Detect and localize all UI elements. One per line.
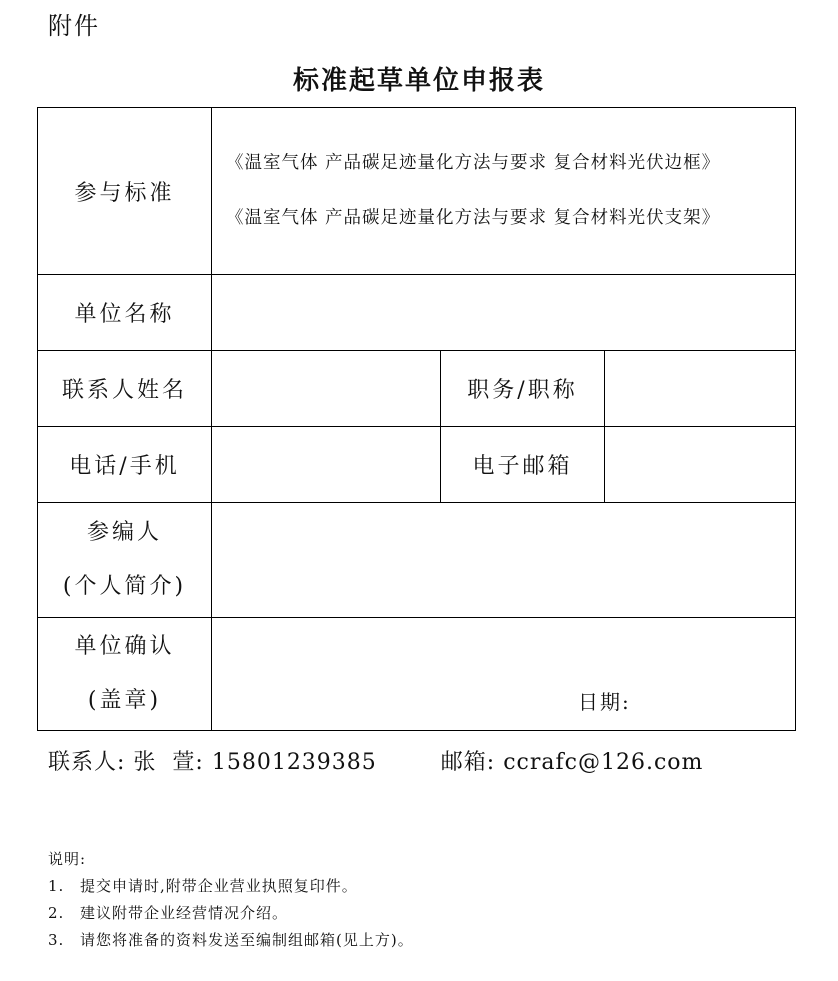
phone-field[interactable] [212,427,441,503]
editor-label-line1: 参编人 [86,520,162,545]
confirm-label-line1: 单位确认 [74,634,175,659]
note-number: 1. [48,877,65,895]
note-text: 建议附带企业经营情况介绍。 [80,904,289,922]
standard-item: 《温室气体 产品碳足迹量化方法与要求 复合材料光伏边框》 [226,153,721,173]
position-field[interactable] [605,351,796,427]
contact-email[interactable]: ccrafc@126.com [503,750,704,775]
note-number: 2. [48,904,65,922]
contact-info [48,745,703,776]
contact-name-label: 联系人姓名 [38,351,212,427]
unit-name-field[interactable] [212,275,796,351]
note-text: 请您将准备的资料发送至编制组邮箱(见上方)。 [80,931,414,949]
confirm-field[interactable] [212,618,796,731]
standard-item: 《温室气体 产品碳足迹量化方法与要求 复合材料光伏支架》 [226,208,721,228]
email-label: 电子邮箱 [441,427,605,503]
notes-section [48,846,414,954]
page-title: 标准起草单位申报表 [292,66,545,96]
attachment-label: 附件 [48,12,100,40]
note-text: 提交申请时,附带企业营业执照复印件。 [80,877,358,895]
unit-name-label: 单位名称 [38,275,212,351]
email-field[interactable] [605,427,796,503]
confirm-label-line2: (盖章) [87,688,162,713]
contact-person-name: 张 萱: [133,750,204,775]
contact-email-label: 邮箱: [440,750,496,775]
standards-cell [212,108,796,275]
note-item [48,873,414,900]
contact-phone: 15801239385 [211,750,377,775]
confirm-label [38,618,212,731]
note-number: 3. [48,931,65,949]
contact-person-label: 联系人: [48,750,126,775]
position-label: 职务/职称 [441,351,605,427]
editor-label [38,503,212,618]
editor-field[interactable] [212,503,796,618]
notes-title: 说明: [48,850,87,868]
editor-label-line2: (个人简介) [62,574,187,599]
standards-label: 参与标准 [38,108,212,275]
contact-name-field[interactable] [212,351,441,427]
note-item [48,927,414,954]
application-form-table [37,107,796,731]
note-item [48,900,414,927]
date-label: 日期: [578,690,631,714]
phone-label: 电话/手机 [38,427,212,503]
